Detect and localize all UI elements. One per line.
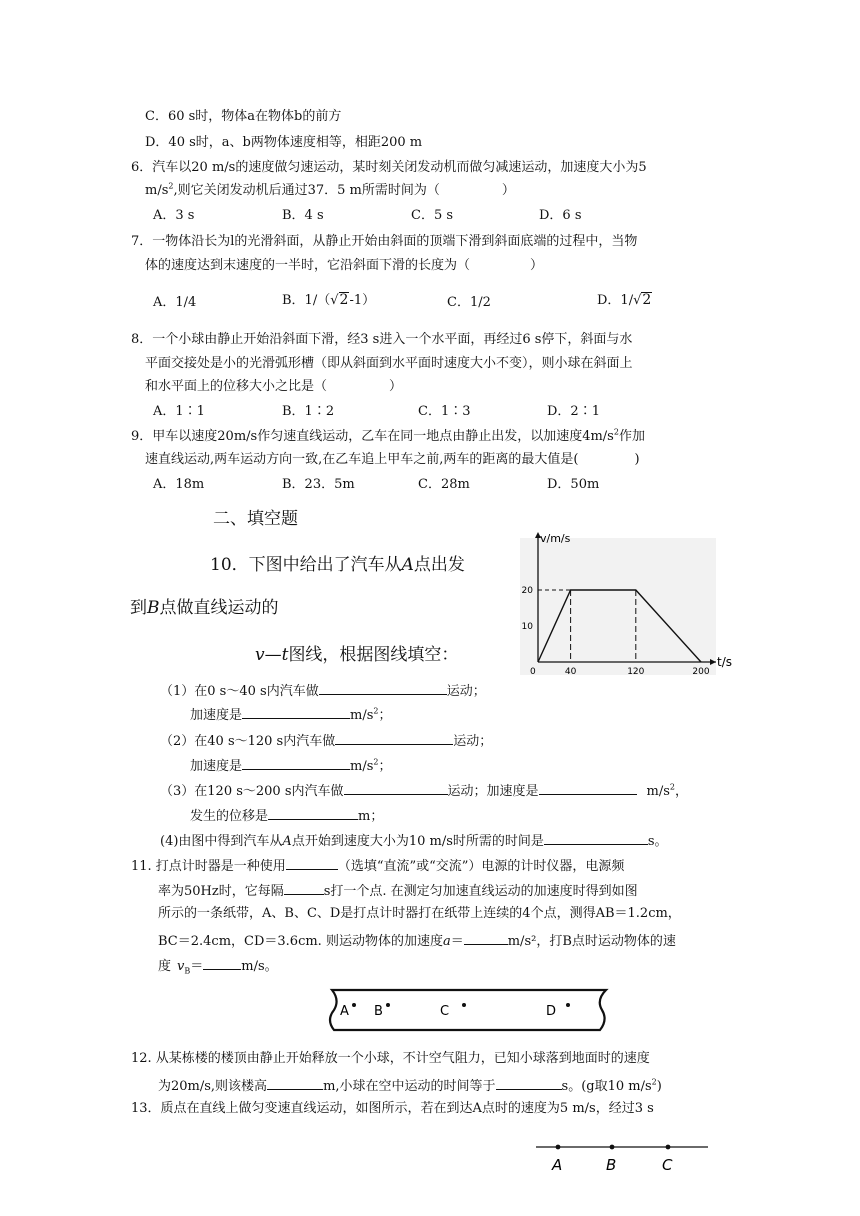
y-tick-label: 10 [521,622,533,632]
q6-option-b: B．4 s [282,208,324,223]
answer-blank[interactable] [267,1075,323,1090]
q6-option-a: A．3 s [153,208,195,223]
q8-line-3: 和水平面上的位移大小之比是（ ） [145,379,403,394]
q5-option-c: C．60 s时，物体a在物体b的前方 [145,109,342,124]
q10-part-3b: 发生的位移是 m； [190,805,383,826]
q7-option-a: A．1/4 [153,295,197,310]
q11-line-3: 所示的一条纸带，A、B、C、D是打点计时器打在纸带上连续的4个点，测得AB＝1.2cm， [158,906,681,921]
answer-blank[interactable] [203,955,241,970]
points-line-diagram [530,1138,720,1178]
q9-option-a: A．18m [153,477,205,492]
q7-line-2: 体的速度达到末速度的一半时，它沿斜面下滑的长度为（ ） [145,258,544,273]
q6-option-c: C．5 s [411,208,454,223]
tape-dot-d [566,1003,570,1007]
q8-option-a: A．1∶1 [153,404,205,419]
q11-line-5: 度 $v_B= m/s$。 [158,955,278,976]
q8-line-2: 平面交接处是小的光滑弧形槽（即从斜面到水平面时速度大小不变），则小球在斜面上 [145,356,633,371]
q11-line-4: BC＝2.4cm，CD＝3.6cm. 则运动物体的加速度a＝ m/s²，打B点时运动物体的速 [158,930,676,951]
q10-part-1a: （1）在0 s～40 s内汽车做 运动； [160,680,486,701]
point-b [610,1145,615,1150]
answer-blank[interactable] [319,680,447,695]
q8-option-c: C．1∶3 [418,404,471,419]
q6-line-2: $m/s^2$,则它关闭发动机后通过37．5 m所需时间为（ ） [145,181,515,198]
q10-part-2a: （2）在40 s～120 s内汽车做 运动； [160,730,492,751]
tape-dot-c [462,1003,466,1007]
point-label-c: C [662,1156,673,1174]
answer-blank[interactable] [335,730,453,745]
answer-blank[interactable] [464,930,508,945]
q8-option-d: D．2∶1 [547,404,600,419]
section-title: 二、填空题 [213,509,298,529]
q6-option-d: D．6 s [539,208,582,223]
tape-dot-a [352,1003,356,1007]
tape-label-a: A [340,1004,349,1019]
q10-part-4: (4)由图中得到汽车从A点开始到速度大小为10 m/s时所需的时间是 s。 [160,830,668,851]
answer-blank[interactable] [539,780,637,795]
answer-blank[interactable] [242,704,350,719]
q5-option-d: D．40 s时，a、b两物体速度相等，相距200 m [145,135,423,150]
q9-option-b: B．23．5m [282,477,355,492]
answer-blank[interactable] [268,805,358,820]
tape-label-b: B [374,1004,383,1019]
q12-line-1: 12. 从某栋楼的楼顶由静止开始释放一个小球，不计空气阻力，已知小球落到地面时的速度 [131,1051,650,1066]
q10-line-1: 10．下图中给出了汽车从A点出发 [210,555,465,575]
x-tick-label: 40 [564,667,577,675]
point-label-b: B [606,1156,617,1174]
paper-tape-diagram [326,986,616,1034]
q9-option-c: C．28m [418,477,470,492]
y-axis-label: v/m/s [540,532,571,545]
q10-part-3a: （3）在120 s～200 s内汽车做 运动；加速度是 $m/s^2$， [160,780,688,801]
tape-dot-b [386,1003,390,1007]
q7-option-b: B．1/（√2-1） [282,292,376,308]
x-tick-label: 0 [530,667,536,675]
q7-line-1: 7．一物体沿长为l的光滑斜面，从静止开始由斜面的顶端下滑到斜面底端的过程中，当物 [131,234,638,249]
q10-line-3: v—t图线，根据图线填空： [255,645,459,665]
q11-line-1: 11. 打点计时器是一种使用 （选填“直流”或“交流”）电源的计时仪器，电源频 [131,855,624,876]
x-axis-label: t/s [717,655,732,669]
q13-line-1: 13．质点在直线上做匀变速直线运动，如图所示，若在到达A点时的速度为5 m/s，经过3 s [131,1101,654,1116]
point-label-a: A [552,1156,563,1174]
tape-label-c: C [440,1004,450,1019]
q6-line-1: 6．汽车以20 m/s的速度做匀速运动，某时刻关闭发动机而做匀减速运动，加速度大小为5 [131,160,647,175]
q9-line-2: 速直线运动,两车运动方向一致,在乙车追上甲车之前,两车的距离的最大值是( ) [145,452,640,467]
q7-option-c: C．1/2 [447,295,491,310]
q11-line-2: 率为50Hz时，它每隔 s打一个点. 在测定匀加速直线运动的加速度时得到如图 [158,880,638,901]
q8-line-1: 8．一个小球由静止开始沿斜面下滑，经3 s进入一个水平面，再经过6 s停下，斜面与水 [131,332,633,347]
point-a [556,1145,561,1150]
q9-option-d: D．50m [547,477,600,492]
y-tick-label: 20 [521,586,533,596]
chart-background [520,538,716,675]
tape-label-d: D [546,1004,557,1019]
sqrt-icon: √ [633,293,642,308]
x-tick-label: 120 [627,667,645,675]
answer-blank[interactable] [242,755,350,770]
q10-line-2: 到B点做直线运动的 [130,598,279,618]
q10-part-2b: 加速度是 $m/s^2$； [190,755,392,776]
answer-blank[interactable] [496,1075,562,1090]
answer-blank[interactable] [284,880,324,895]
velocity-time-chart [520,520,735,675]
q10-part-1b: 加速度是 $m/s^2$； [190,704,392,725]
q12-line-2: 为20m/s,则该楼高 m,小球在空中运动的时间等于 s。(g取10 $m/s^2$) [158,1075,662,1096]
answer-blank[interactable] [286,855,338,870]
q7-option-d: D．1/√2 [597,292,652,308]
answer-blank[interactable] [344,780,448,795]
sqrt-icon: √ [330,293,339,308]
answer-blank[interactable] [544,830,648,845]
x-tick-label: 200 [692,667,710,675]
q8-option-b: B．1∶2 [282,404,335,419]
point-c [666,1145,671,1150]
q9-line-1: 9．甲车以速度20m/s作匀速直线运动，乙车在同一地点由静止出发，以加速度$4m/s^2$作加 [131,427,645,444]
